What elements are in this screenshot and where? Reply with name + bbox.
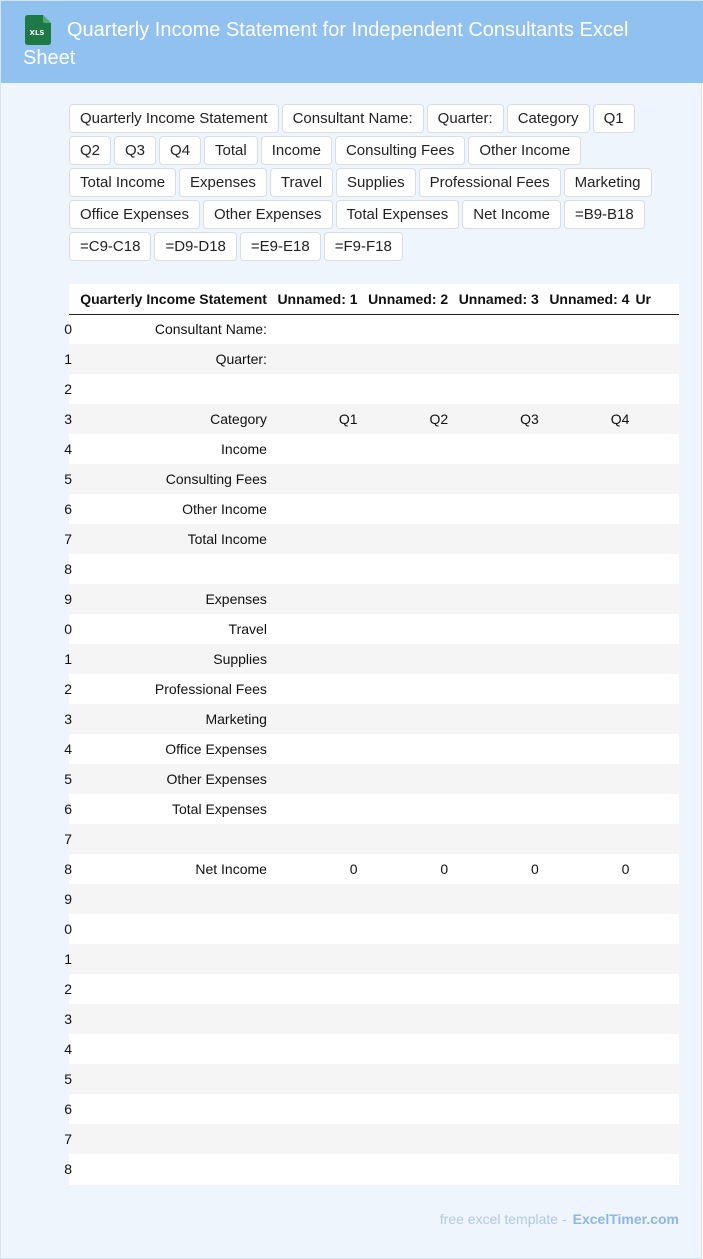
- table-cell: [72, 1124, 273, 1154]
- footer-brand-link[interactable]: ExcelTimer.com: [572, 1211, 679, 1227]
- table-cell: [364, 614, 455, 644]
- table-cell: Office Expenses: [165, 741, 267, 757]
- table-cell: [454, 734, 545, 764]
- row-index-label: 1: [64, 351, 73, 367]
- table-cell: [454, 1154, 545, 1184]
- table-cell: [364, 914, 455, 944]
- table-cell: [273, 914, 364, 944]
- table-cell: [545, 944, 636, 974]
- table-cell: [454, 464, 545, 494]
- table-cell: Q2: [364, 404, 455, 434]
- table-cell: [364, 524, 455, 554]
- page-header: [1, 1, 703, 83]
- table-cell: 0: [621, 861, 630, 877]
- tag-item[interactable]: Total Expenses: [336, 200, 460, 229]
- table-cell: [545, 374, 636, 404]
- table-cell: [545, 974, 636, 1004]
- table-cell: [364, 824, 455, 854]
- table-cell: Travel: [228, 621, 267, 637]
- table-cell: [635, 314, 679, 344]
- table-row: [69, 524, 679, 554]
- table-cell: [364, 1064, 455, 1094]
- row-index-label: 6: [64, 801, 73, 817]
- row-index-label: 7: [64, 831, 73, 847]
- table-cell: [454, 1124, 545, 1154]
- table-cell: [273, 434, 364, 464]
- table-row: [69, 344, 679, 374]
- table-cell: [72, 884, 273, 914]
- table-row: [69, 1004, 679, 1034]
- table-cell: [364, 314, 455, 344]
- table-row: [69, 824, 679, 854]
- table-cell: [273, 1034, 364, 1064]
- table-cell: [635, 1064, 679, 1094]
- table-row: [69, 584, 679, 614]
- table-cell: [273, 374, 364, 404]
- table-cell: [364, 464, 455, 494]
- column-header: Ur: [635, 284, 679, 314]
- table-cell: [454, 434, 545, 464]
- table-cell: 0: [531, 861, 539, 877]
- table-cell: [454, 884, 545, 914]
- table-cell: [273, 734, 364, 764]
- row-index-label: 7: [64, 1131, 73, 1147]
- tag-item[interactable]: Supplies: [336, 168, 416, 197]
- table-cell: [72, 944, 273, 974]
- column-header: Unnamed: 3: [454, 284, 545, 314]
- table-cell: [273, 464, 364, 494]
- table-cell: [364, 674, 455, 704]
- row-index-label: 6: [64, 501, 73, 517]
- table-row: [69, 974, 679, 1004]
- table-cell: [273, 824, 364, 854]
- table-cell: [454, 944, 545, 974]
- table-cell: [364, 344, 455, 374]
- table-cell: [364, 704, 455, 734]
- row-index-label: 8: [64, 1161, 73, 1177]
- table-cell: [635, 464, 679, 494]
- tag-item[interactable]: Quarter:: [427, 104, 504, 133]
- row-index-label: 7: [64, 531, 73, 547]
- table-cell: [273, 494, 364, 524]
- row-index-label: 5: [64, 771, 73, 787]
- table-row: [69, 764, 679, 794]
- table-cell: [635, 734, 679, 764]
- page-title: Quarterly Income Statement for Independent Consultants Excel Sheet: [23, 19, 629, 69]
- table-cell: [545, 464, 636, 494]
- table-cell: [454, 1034, 545, 1064]
- table-cell: [454, 974, 545, 1004]
- table-cell: [273, 704, 364, 734]
- table-row: [69, 794, 679, 824]
- row-index-label: 4: [64, 1041, 73, 1057]
- table-cell: [273, 584, 364, 614]
- table-cell: [454, 674, 545, 704]
- table-cell: [545, 524, 636, 554]
- row-index-label: 1: [64, 951, 73, 967]
- table-cell: [364, 1094, 455, 1124]
- table-cell: Expenses: [72, 584, 273, 614]
- table-cell: [545, 554, 636, 584]
- table-cell: Consulting Fees: [72, 464, 273, 494]
- row-index-label: 4: [64, 741, 73, 757]
- table-cell: [545, 1124, 636, 1154]
- table-cell: [635, 854, 679, 884]
- table-cell: [72, 914, 273, 944]
- table-cell: [454, 1064, 545, 1094]
- table-cell: [72, 374, 273, 404]
- table-cell: Net Income: [195, 861, 267, 877]
- data-table: [64, 284, 679, 1184]
- tag-item[interactable]: Travel: [270, 168, 333, 197]
- table-cell: [545, 764, 636, 794]
- table-cell: Income: [221, 441, 267, 457]
- row-index-label: 9: [64, 591, 73, 607]
- spreadsheet-preview: [64, 284, 679, 1185]
- table-cell: [635, 404, 679, 434]
- table-cell: [273, 1094, 364, 1124]
- table-cell: [273, 644, 364, 674]
- table-cell: [454, 1004, 545, 1034]
- table-cell: [364, 944, 455, 974]
- table-row: [69, 464, 679, 494]
- table-cell: [72, 1094, 273, 1124]
- table-cell: [454, 374, 545, 404]
- table-row: [69, 374, 679, 404]
- table-row: [69, 644, 679, 674]
- table-cell: [273, 974, 364, 1004]
- table-row: [69, 1124, 679, 1154]
- table-cell: [454, 704, 545, 734]
- table-cell: [545, 1094, 636, 1124]
- tag-item[interactable]: Consultant Name:: [282, 104, 424, 133]
- table-cell: [635, 824, 679, 854]
- table-cell: Category: [72, 404, 273, 434]
- table-cell: [273, 884, 364, 914]
- table-cell: [273, 524, 364, 554]
- tag-item[interactable]: Category: [507, 104, 590, 133]
- table-cell: [273, 314, 364, 344]
- table-row: [69, 944, 679, 974]
- table-cell: [273, 944, 364, 974]
- table-cell: [635, 344, 679, 374]
- table-row: [69, 914, 679, 944]
- table-cell: [454, 1094, 545, 1124]
- table-cell: [364, 734, 455, 764]
- table-cell: [273, 344, 364, 374]
- tag-item[interactable]: Q3: [114, 136, 156, 165]
- row-index-label: 0: [64, 621, 73, 637]
- table-cell: Total Income: [72, 524, 273, 554]
- table-cell: [72, 974, 273, 1004]
- tag-item[interactable]: =C9-C18: [69, 232, 151, 261]
- table-cell: [364, 1154, 455, 1184]
- tag-item[interactable]: =B9-B18: [564, 200, 645, 229]
- footer-text: free excel template -: [439, 1211, 567, 1227]
- table-cell: [364, 764, 455, 794]
- table-cell: [545, 1034, 636, 1064]
- table-cell: [454, 584, 545, 614]
- row-index-label: 3: [64, 711, 73, 727]
- table-cell: [364, 374, 455, 404]
- tag-item[interactable]: Expenses: [179, 168, 267, 197]
- table-cell: [545, 914, 636, 944]
- table-cell: Supplies: [72, 644, 273, 674]
- tag-item[interactable]: Q1: [593, 104, 635, 133]
- table-cell: [635, 674, 679, 704]
- table-cell: [635, 764, 679, 794]
- tag-item[interactable]: Quarterly Income Statement: [69, 104, 279, 133]
- table-cell: [273, 1004, 364, 1034]
- table-cell: Q3: [454, 404, 545, 434]
- tag-item[interactable]: =F9-F18: [324, 232, 403, 261]
- tag-item[interactable]: Professional Fees: [419, 168, 561, 197]
- table-cell: [72, 1154, 273, 1184]
- row-index-label: 8: [64, 561, 73, 577]
- table-row: [69, 1064, 679, 1094]
- table-row: [69, 1154, 679, 1184]
- table-cell: [364, 1034, 455, 1064]
- table-cell: Q4: [545, 404, 636, 434]
- table-cell: [635, 1124, 679, 1154]
- table-cell: [545, 434, 636, 464]
- table-cell: Other Expenses: [72, 764, 273, 794]
- table-cell: [273, 1154, 364, 1184]
- table-cell: [635, 704, 679, 734]
- table-cell: Consultant Name:: [154, 321, 267, 338]
- tag-item[interactable]: Total Income: [69, 168, 176, 197]
- table-cell: [364, 494, 455, 524]
- table-cell: [273, 794, 364, 824]
- table-cell: [72, 1064, 273, 1094]
- table-cell: [72, 1034, 273, 1064]
- table-cell: [635, 644, 679, 674]
- table-cell: [635, 914, 679, 944]
- row-index-label: 4: [64, 441, 73, 457]
- table-cell: [635, 1004, 679, 1034]
- table-cell: [635, 944, 679, 974]
- column-header: Unnamed: 4: [545, 284, 636, 314]
- table-cell: [545, 1064, 636, 1094]
- table-cell: [545, 734, 636, 764]
- svg-text:XLS: XLS: [29, 29, 45, 37]
- table-cell: [454, 554, 545, 584]
- table-cell: [635, 794, 679, 824]
- table-cell: [545, 1004, 636, 1034]
- table-cell: [364, 554, 455, 584]
- table-cell: [273, 674, 364, 704]
- table-row: [69, 404, 679, 434]
- table-row: [69, 314, 679, 344]
- row-index-label: 6: [64, 1101, 73, 1117]
- table-cell: [545, 494, 636, 524]
- tag-item[interactable]: Total: [204, 136, 258, 165]
- row-index-label: 2: [64, 681, 73, 697]
- tag-item[interactable]: Office Expenses: [69, 200, 200, 229]
- table-cell: [454, 314, 545, 344]
- table-cell: [635, 1094, 679, 1124]
- table-cell: [454, 614, 545, 644]
- table-cell: [545, 584, 636, 614]
- row-index-label: 3: [64, 411, 73, 427]
- table-header-row: [69, 284, 679, 314]
- row-index-label: 5: [64, 471, 73, 487]
- row-index-label: 3: [64, 1011, 73, 1027]
- table-cell: [364, 974, 455, 1004]
- table-cell: Other Income: [182, 501, 267, 517]
- table-cell: [545, 1154, 636, 1184]
- tag-item[interactable]: Income: [261, 136, 332, 165]
- tag-item[interactable]: Other Income: [468, 136, 581, 165]
- table-row: [69, 734, 679, 764]
- table-cell: [635, 584, 679, 614]
- tag-item[interactable]: =E9-E18: [240, 232, 321, 261]
- table-cell: [454, 914, 545, 944]
- table-cell: [364, 644, 455, 674]
- table-cell: [454, 824, 545, 854]
- table-cell: 0: [440, 861, 449, 877]
- tag-item[interactable]: Q4: [159, 136, 201, 165]
- table-cell: Total Expenses: [171, 801, 267, 817]
- tag-item[interactable]: Other Expenses: [203, 200, 333, 229]
- table-cell: [635, 524, 679, 554]
- table-cell: 0: [349, 861, 358, 877]
- table-cell: [454, 644, 545, 674]
- tag-item[interactable]: Net Income: [462, 200, 561, 229]
- table-cell: [364, 884, 455, 914]
- table-cell: [273, 554, 364, 584]
- table-cell: [635, 374, 679, 404]
- tag-list: [69, 104, 679, 264]
- row-index-label: 5: [64, 1071, 73, 1087]
- table-cell: [545, 884, 636, 914]
- table-cell: [364, 794, 455, 824]
- tag-item[interactable]: Marketing: [564, 168, 652, 197]
- table-cell: [454, 494, 545, 524]
- row-index-label: 2: [64, 981, 73, 997]
- table-cell: [454, 764, 545, 794]
- table-row: [69, 884, 679, 914]
- table-cell: [635, 614, 679, 644]
- table-row: [69, 674, 679, 704]
- row-index-label: 0: [64, 321, 73, 338]
- table-cell: [273, 614, 364, 644]
- row-index-label: 1: [64, 651, 73, 667]
- table-cell: [635, 434, 679, 464]
- table-cell: [545, 644, 636, 674]
- table-cell: [273, 1124, 364, 1154]
- table-cell: Quarter:: [72, 344, 273, 374]
- table-cell: [545, 314, 636, 344]
- row-index-label: 0: [64, 921, 73, 937]
- table-cell: [635, 494, 679, 524]
- table-cell: [364, 434, 455, 464]
- tag-item[interactable]: Q2: [69, 136, 111, 165]
- table-cell: [635, 1154, 679, 1184]
- table-cell: [545, 704, 636, 734]
- table-cell: [364, 584, 455, 614]
- footer: [440, 1211, 679, 1227]
- table-cell: [635, 554, 679, 584]
- column-header: Unnamed: 2: [364, 284, 455, 314]
- table-cell: [635, 884, 679, 914]
- table-cell: [635, 974, 679, 1004]
- tag-item[interactable]: Consulting Fees: [335, 136, 465, 165]
- column-header: Unnamed: 1: [273, 284, 364, 314]
- table-row: [69, 614, 679, 644]
- row-index-label: 8: [64, 861, 73, 877]
- table-cell: [545, 824, 636, 854]
- table-row: [69, 854, 679, 884]
- table-cell: [545, 794, 636, 824]
- table-cell: [635, 1034, 679, 1064]
- table-row: [69, 1034, 679, 1064]
- column-header: Quarterly Income Statement: [72, 284, 273, 314]
- tag-item[interactable]: =D9-D18: [154, 232, 236, 261]
- table-cell: [273, 764, 364, 794]
- table-cell: [454, 794, 545, 824]
- table-cell: [72, 554, 273, 584]
- table-cell: [545, 344, 636, 374]
- row-index-label: 2: [64, 381, 73, 397]
- table-cell: [454, 344, 545, 374]
- table-cell: [273, 1064, 364, 1094]
- table-cell: Q1: [273, 404, 364, 434]
- table-row: [69, 704, 679, 734]
- table-row: [69, 1094, 679, 1124]
- table-row: [69, 554, 679, 584]
- row-index-label: 9: [64, 891, 73, 907]
- table-cell: [72, 824, 273, 854]
- table-cell: [545, 674, 636, 704]
- table-cell: Marketing: [72, 704, 273, 734]
- table-cell: [364, 1124, 455, 1154]
- table-cell: [364, 1004, 455, 1034]
- table-cell: [545, 614, 636, 644]
- table-row: [69, 494, 679, 524]
- table-cell: Professional Fees: [154, 681, 267, 697]
- table-cell: [72, 1004, 273, 1034]
- table-cell: [454, 524, 545, 554]
- table-row: [69, 434, 679, 464]
